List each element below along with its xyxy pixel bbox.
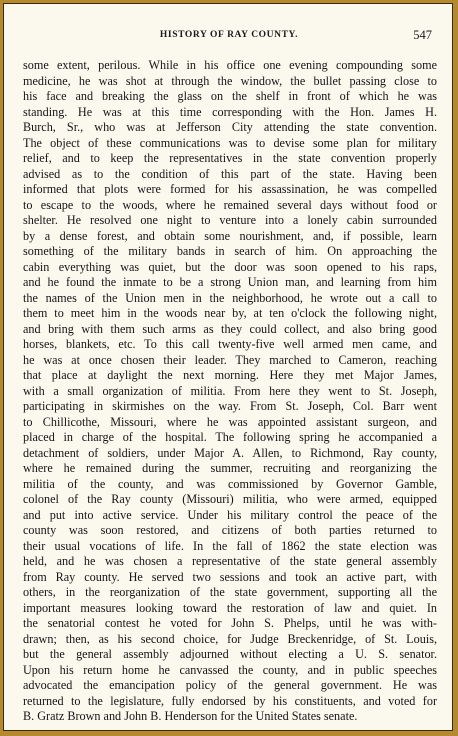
text-line: important measures looking toward the restoration of law and quiet. In (23, 600, 437, 615)
text-line: returned to the legislature, fully endorsed by his constituents, and voted for (23, 693, 437, 708)
text-line: some extent, perilous. While in his office one evening compounding some (23, 58, 437, 72)
running-head: HISTORY OF RAY COUNTY. (159, 30, 299, 40)
text-line: Burch, Sr., who was at Jefferson City attending the state convention. (23, 120, 437, 134)
text-line: county was soon restored, and citizens of both parties returned to (23, 523, 437, 537)
text-line: his face and breaking the glass on the shelf in front of which he was (23, 89, 437, 103)
text-line: and put into active service. Under his military control the peace of the (23, 507, 437, 522)
text-line: B. Gratz Brown and John B. Henderson for the United States senate. (23, 709, 358, 723)
text-line: placed in charge of the hospital. The following spring he accompanied a (23, 430, 437, 444)
text-line: to Chillicothe, Missouri, where he was appointed assistant surgeon, and (23, 414, 437, 429)
text-line: advised as to the condition of this part of the state. Having been (23, 166, 437, 181)
text-line: their usual vocations of life. In the fall of 1862 the state election was (23, 538, 437, 553)
text-line: from Ray county. He served two sessions and took an active part, with (23, 569, 437, 584)
text-line: something of the military bands in search of him. On approaching the (23, 244, 437, 258)
text-line: by a dense forest, and obtain some nourishment, and, if possible, learn (23, 228, 437, 243)
text-line: and he found the inmate to be a strong Union man, and learning from him (23, 275, 437, 289)
text-line: held, and he was chosen a representative of the state general assembly (23, 554, 437, 568)
text-line: to escape to the woods, where he remained several days without food or (23, 197, 437, 212)
text-line: others, in the reorganization of the state government, supporting all the (23, 585, 437, 599)
text-line: them to meet him in the woods near by, at ten o'clock the following night, (23, 306, 437, 320)
text-line: The object of these communications was to devise some plan for military (23, 135, 437, 150)
text-line: the senatorial contest he voted for John S. Phelps, until he was with- (23, 616, 437, 630)
page-number: 547 (413, 28, 432, 42)
text-line: with a small organization of militia. From here they went to St. Joseph, (23, 383, 437, 398)
text-line: shelter. He resolved one night to venture into a lonely cabin surrounded (23, 213, 437, 227)
text-line: he was at once chosen their leader. They marched to Cameron, reaching (23, 352, 437, 367)
text-line: detachment of soldiers, under Major A. Allen, to Richmond, Ray county, (23, 445, 437, 460)
text-line: relief, and to keep the representatives in the state convention properly (23, 151, 437, 165)
text-line: informed that plots were formed for his assassination, he was compelled (23, 182, 437, 196)
text-line: that place at daylight the next morning. Here they met Major James, (23, 368, 437, 382)
text-line: drawn; then, as his second choice, for Judge Breckenridge, of St. Louis, (23, 631, 437, 646)
text-line: cabin everything was quiet, but the door was soon opened to his raps, (23, 259, 437, 274)
text-line: militia of the county, and was commissioned by Governor Gamble, (23, 476, 437, 491)
text-line: advocated the emancipation policy of the general government. He was (23, 678, 437, 692)
text-line: standing. He was at this time corresponding with the Hon. James H. (23, 104, 437, 119)
text-line: horses, blankets, etc. To this call twenty-five well armed men came, and (23, 337, 437, 351)
page-header (0, 30, 458, 46)
text-line: the names of the Union men in the neighborhood, he wrote out a call to (23, 290, 437, 305)
text-line: where he remained during the summer, recruiting and reorganizing the (23, 461, 437, 475)
text-line: and bring with them such arms as they could collect, and also bring good (23, 321, 437, 336)
text-line: participating in skirmishes on the way. From St. Joseph, Col. Barr went (23, 399, 437, 413)
text-line: colonel of the Ray county (Missouri) militia, who were armed, equipped (23, 492, 437, 506)
body-text (23, 58, 437, 725)
text-line: but the general assembly adjourned without electing a U. S. senator. (23, 647, 437, 661)
text-line: medicine, he was shot at through the window, the bullet passing close to (23, 73, 437, 88)
text-line: Upon his return home he canvassed the county, and in public speeches (23, 662, 437, 677)
